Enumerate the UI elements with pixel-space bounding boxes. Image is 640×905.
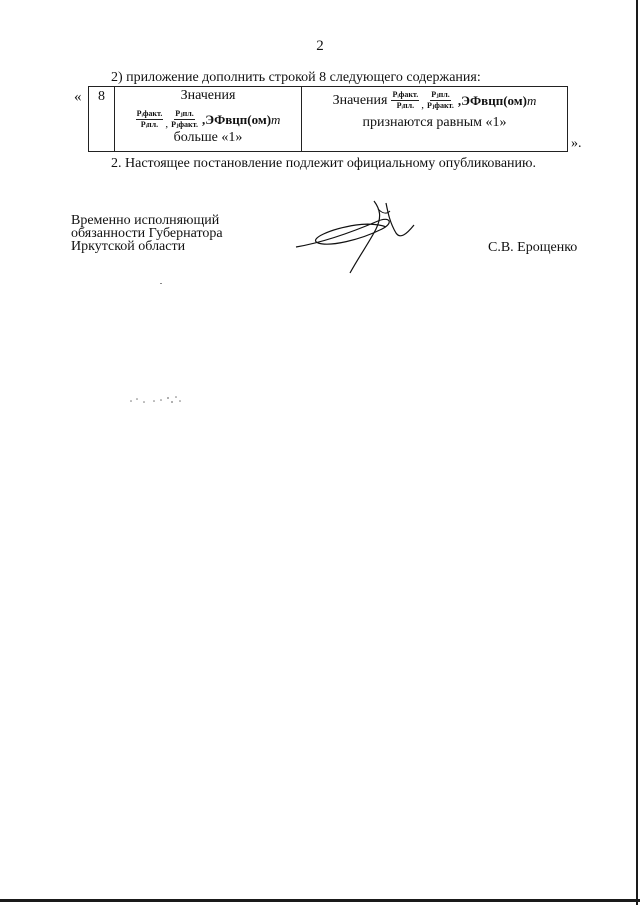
- condition-suffix: больше «1»: [173, 130, 243, 145]
- formula-separator: ,: [165, 118, 169, 130]
- scan-speck-marks: [128, 393, 184, 407]
- result-fraction-2: $\frac{\text{Pⱼпл.}}{\text{Pⱼфакт.}}$: [427, 90, 454, 110]
- amendment-table: [88, 86, 568, 152]
- condition-label: Значения: [180, 88, 236, 103]
- signer-line-1: Временно исполняющий: [71, 213, 220, 228]
- intro-text: 2) приложение дополнить строкой 8 следующего содержания:: [111, 70, 481, 85]
- quote-open: «: [74, 89, 82, 105]
- condition-fraction-2: $\frac{\text{Pⱼпл.}}{\text{Pⱼфакт.}}$: [171, 109, 198, 129]
- condition-cell: [115, 87, 302, 152]
- row-number: 8: [98, 89, 105, 104]
- page-edge-right: [636, 0, 638, 905]
- signer-line-3: Иркутской области: [71, 239, 186, 254]
- signer-title: [71, 214, 223, 253]
- formula-separator: ,: [421, 99, 425, 111]
- page-edge-bottom: [0, 899, 640, 902]
- signer-line-2: обязанности Губернатора: [71, 226, 223, 241]
- result-cell: [302, 87, 568, 152]
- condition-formula: [115, 105, 301, 130]
- row-number-cell: [89, 87, 115, 152]
- condition-efficiency-term: ,ЭФвцп(ом)m: [201, 111, 281, 127]
- condition-fraction-1: $\frac{\text{Pᵢфакт.}}{\text{Pᵢпл.}}$: [136, 109, 163, 129]
- result-efficiency-term: ,ЭФвцп(ом)m: [457, 92, 537, 108]
- result-formula: [333, 90, 537, 111]
- signature-graphic: [290, 195, 420, 280]
- result-suffix: признаются равным «1»: [362, 115, 507, 130]
- signer-name: С.В. Ерощенко: [488, 240, 578, 255]
- scan-speck: [160, 283, 162, 284]
- result-fraction-1: $\frac{\text{Pᵢфакт.}}{\text{Pᵢпл.}}$: [392, 90, 419, 110]
- paragraph-2: 2. Настоящее постановление подлежит официальному опубликованию.: [111, 156, 536, 171]
- quote-close: ».: [571, 136, 582, 151]
- page-number: 2: [316, 38, 324, 54]
- result-label: Значения: [332, 92, 388, 108]
- signature-icon: [290, 195, 420, 275]
- table-row: [89, 87, 568, 152]
